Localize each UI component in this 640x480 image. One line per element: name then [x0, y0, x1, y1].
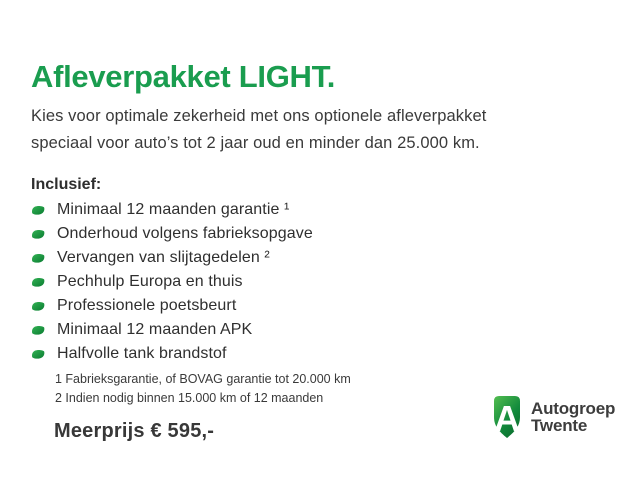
page-title: Afleverpakket LIGHT.	[31, 59, 336, 94]
logo-text	[531, 400, 615, 435]
leaf-bullet-icon	[31, 325, 45, 335]
leaf-bullet-icon	[31, 277, 45, 287]
list-item-label: Minimaal 12 maanden garantie ¹	[57, 201, 290, 218]
price-text: Meerprijs € 595,-	[54, 420, 215, 442]
list-item	[31, 198, 610, 222]
logo-text-line-1: Autogroep	[531, 398, 616, 418]
leaf-bullet-icon	[31, 229, 45, 239]
list-item	[31, 342, 610, 366]
intro-line-1: Kies voor optimale zekerheid met ons optionele afleverpakket	[31, 107, 487, 125]
list-item-label: Halfvolle tank brandstof	[57, 345, 227, 362]
intro-line-2: speciaal voor auto’s tot 2 jaar oud en minder dan 25.000 km.	[31, 134, 480, 152]
leaf-bullet-icon	[31, 253, 45, 263]
dealer-logo	[490, 393, 615, 441]
list-item	[31, 246, 610, 270]
leaf-bullet-icon	[31, 349, 45, 359]
logo-text-line-2: Twente	[531, 416, 588, 435]
leaf-bullet-icon	[31, 205, 45, 215]
footnote-1: 1 Fabrieksgarantie, of BOVAG garantie tot 20.000 km	[55, 372, 351, 386]
inclusief-list	[31, 198, 610, 366]
list-item	[31, 294, 610, 318]
list-item-label: Onderhoud volgens fabrieksopgave	[57, 225, 313, 242]
intro-text	[31, 103, 610, 157]
svg-text:A: A	[494, 398, 520, 439]
list-item	[31, 222, 610, 246]
autogroep-shield-icon	[490, 393, 524, 441]
list-item-label: Pechhulp Europa en thuis	[57, 273, 243, 290]
leaf-bullet-icon	[31, 301, 45, 311]
list-item-label: Professionele poetsbeurt	[57, 297, 237, 314]
inclusief-heading: Inclusief:	[31, 176, 102, 193]
list-item	[31, 270, 610, 294]
list-item-label: Vervangen van slijtagedelen ²	[57, 249, 270, 266]
list-item	[31, 318, 610, 342]
list-item-label: Minimaal 12 maanden APK	[57, 321, 253, 338]
footnote-2: 2 Indien nodig binnen 15.000 km of 12 maanden	[55, 391, 324, 405]
